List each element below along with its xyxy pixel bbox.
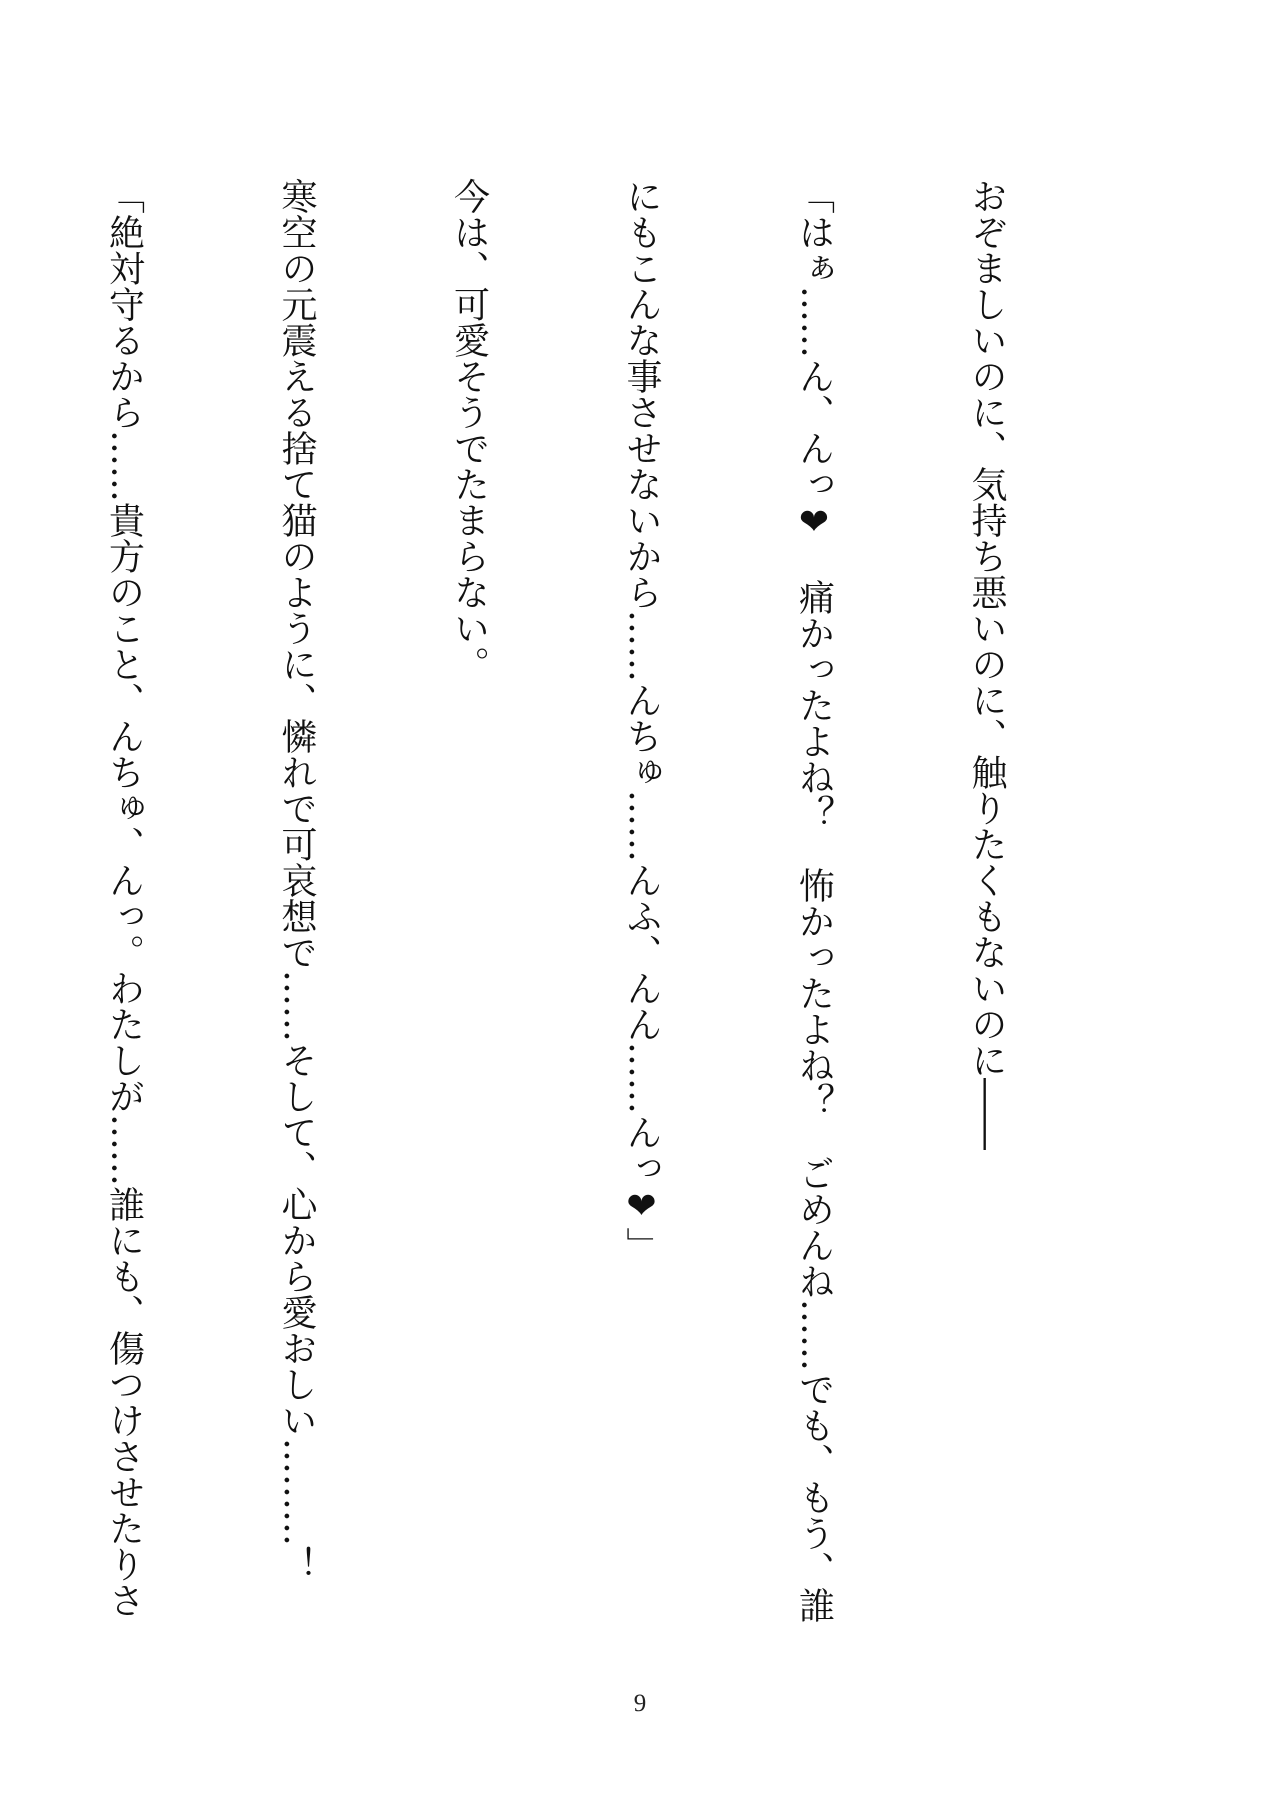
page-number: 9 xyxy=(633,1690,647,1717)
text-line: 「絶対守るから……貴方のこと、んちゅ、んっ。わたしが……誰にも、傷つけさせたりさ xyxy=(103,178,145,1618)
text-line: おぞましいのに、気持ち悪いのに、触りたくもないのに―― xyxy=(966,178,1007,1150)
vertical-text-body xyxy=(0,178,1130,1698)
text-line: にもこんな事させないから……んちゅ……んふ、んん……んっ❤」 xyxy=(621,178,662,1263)
text-line: 今は、可愛そうでたまらない。 xyxy=(448,178,490,682)
text-line: 寒空の元震える捨て猫のように、憐れで可哀想で……そして、心から愛おしい………！ xyxy=(276,178,317,1582)
text-line: 「はぁ……ん、んっ❤ 痛かったよね？ 怖かったよね？ ごめんね……でも、もう、誰 xyxy=(793,178,835,1623)
